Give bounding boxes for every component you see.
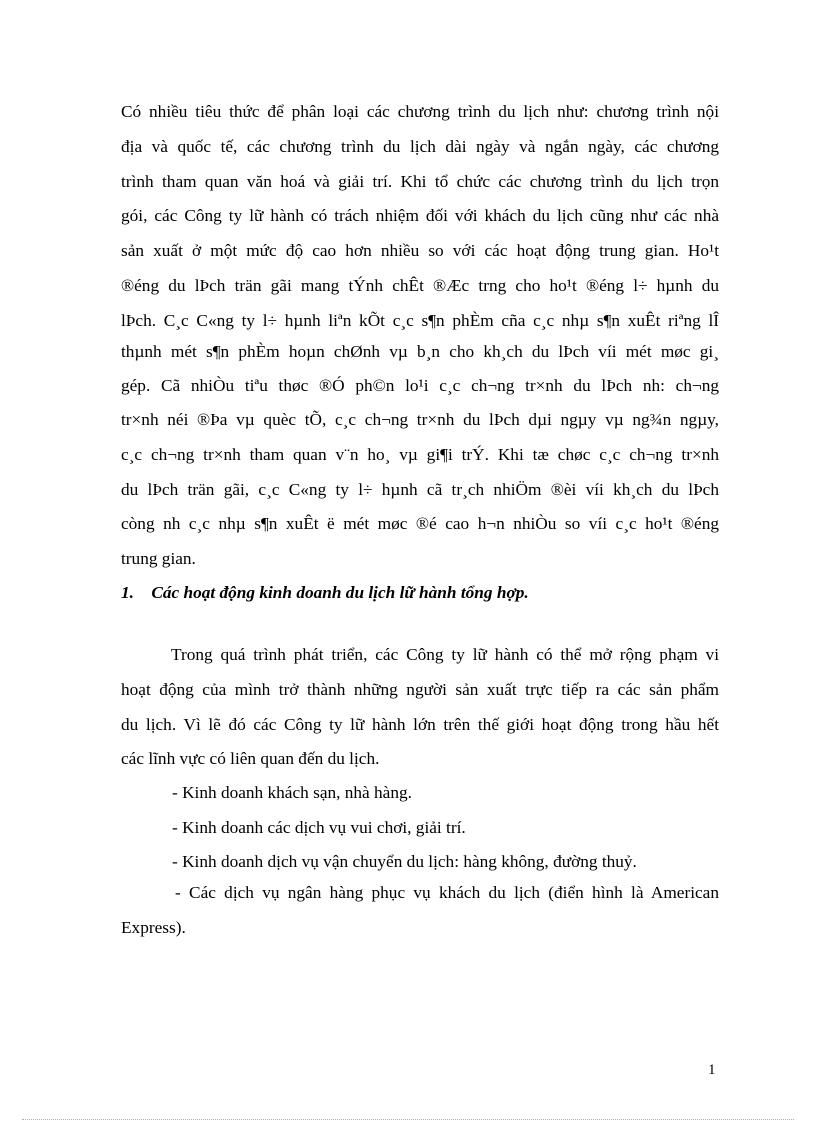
body-line: trung gian. bbox=[121, 549, 196, 568]
section-line: Trong quá trình phát triển, các Công ty lữ hành có thể mở rộng phạm vi bbox=[171, 645, 719, 664]
bullet-continuation: Express). bbox=[121, 918, 186, 937]
section-heading bbox=[121, 583, 719, 603]
body-line: trình tham quan văn hoá và giải trí. Khi tổ chức các chương trình du lịch trọn bbox=[121, 172, 719, 191]
body-line: gép. Cã nhiÒu tiªu thøc ®Ó ph©n lo¹i c¸c ch¬ng tr×nh du lÞch nh: ch¬ng bbox=[121, 376, 719, 395]
bullet-item: - Các dịch vụ ngân hàng phục vụ khách du lịch (điển hình là American bbox=[175, 883, 719, 902]
body-line: thµnh mét s¶n phÈm hoµn chØnh vµ b¸n cho kh¸ch du lÞch víi mét møc gi¸ bbox=[121, 342, 719, 361]
body-line: lÞch. C¸c C«ng ty l÷ hµnh liªn kÕt c¸c s¶n phÈm cña c¸c nhµ s¶n xuÊt riªng lÎ bbox=[121, 311, 719, 330]
body-line: địa và quốc tế, các chương trình du lịch dài ngày và ngắn ngày, các chương bbox=[121, 137, 719, 156]
footer-dotted-rule bbox=[22, 1119, 794, 1120]
bullet-item: - Kinh doanh dịch vụ vận chuyển du lịch: hàng không, đường thuỷ. bbox=[172, 852, 637, 871]
body-line: du lÞch trän gãi, c¸c C«ng ty l÷ hµnh cã tr¸ch nhiÖm ®èi víi kh¸ch du lÞch bbox=[121, 480, 719, 499]
body-line: Có nhiều tiêu thức để phân loại các chương trình du lịch như: chương trình nội bbox=[121, 102, 719, 121]
bullet-item: - Kinh doanh các dịch vụ vui chơi, giải trí. bbox=[172, 818, 466, 837]
body-line: gói, các Công ty lữ hành có trách nhiệm đối với khách du lịch cũng như các nhà bbox=[121, 206, 719, 225]
body-line: còng nh c¸c nhµ s¶n xuÊt ë mét møc ®é cao h¬n nhiÒu so víi c¸c ho¹t ®éng bbox=[121, 514, 719, 533]
body-line: sản xuất ở một mức độ cao hơn nhiều so với các hoạt động trung gian. Ho¹t bbox=[121, 241, 719, 260]
body-line: ®éng du lÞch trän gãi mang tÝnh chÊt ®Æc trng cho ho¹t ®éng l÷ hµnh du bbox=[121, 276, 719, 295]
page-number: 1 bbox=[708, 1062, 716, 1078]
section-line: hoạt động của mình trở thành những người sản xuất trực tiếp ra các sản phẩm bbox=[121, 680, 719, 699]
section-line: du lịch. Vì lẽ đó các Công ty lữ hành lớn trên thế giới hoạt động trong hầu hết bbox=[121, 715, 719, 734]
body-line: c¸c ch¬ng tr×nh tham quan v¨n ho¸ vµ gi¶i trÝ. Khi tæ chøc c¸c ch¬ng tr×nh bbox=[121, 445, 719, 464]
section-line: các lĩnh vực có liên quan đến du lịch. bbox=[121, 749, 380, 768]
bullet-item: - Kinh doanh khách sạn, nhà hàng. bbox=[172, 783, 412, 802]
section-number: 1. bbox=[121, 583, 134, 602]
body-line: tr×nh néi ®Þa vµ quèc tÕ, c¸c ch¬ng tr×nh du lÞch dµi ngµy vµ ng¾n ngµy, bbox=[121, 410, 719, 429]
section-title: Các hoạt động kinh doanh du lịch lữ hành tổng hợp. bbox=[151, 583, 529, 602]
